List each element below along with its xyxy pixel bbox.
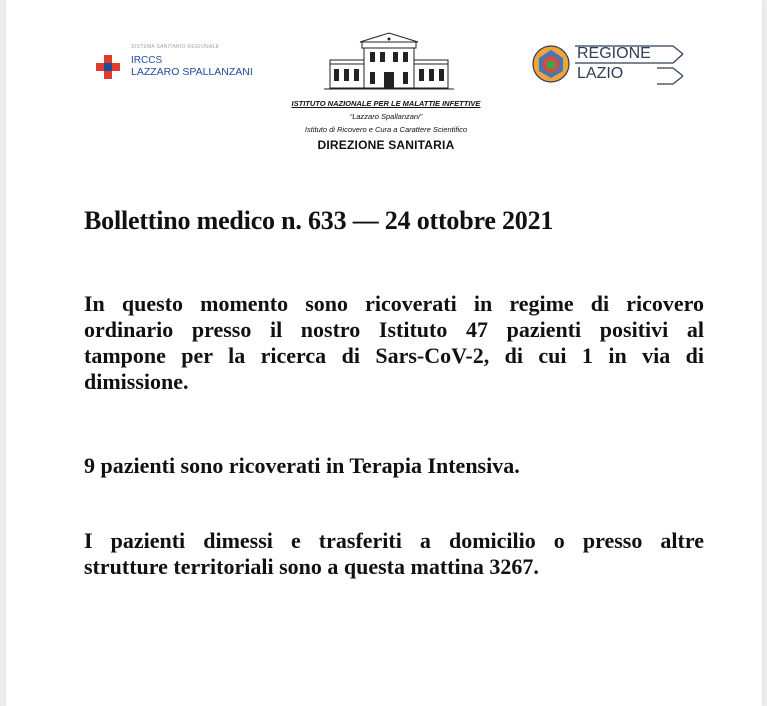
document-page (6, 0, 762, 706)
paragraph-line: tampone per la ricerca di Sars-CoV-2, di cui 1 in via di (84, 343, 704, 368)
institute-subtitle: “Lazzaro Spallanzani” (349, 112, 423, 121)
logo-system-text: SISTEMA SANITARIO REGIONALE (131, 44, 220, 50)
logo-irccs-text: IRCCS (131, 55, 163, 66)
paragraph-discharged (84, 528, 704, 580)
paragraph-line: In questo momento sono ricoverati in regime di ricovero (84, 291, 704, 316)
institute-direction: DIREZIONE SANITARIA (317, 138, 455, 152)
paragraph-intensive-care: 9 pazienti sono ricoverati in Terapia Intensiva. (84, 453, 520, 478)
institute-building-icon (324, 32, 454, 92)
logo-name-text: LAZZARO SPALLANZANI (131, 66, 253, 78)
red-cross-icon (94, 53, 122, 81)
paragraph-admissions (84, 291, 704, 395)
regione-lazio-logo (529, 44, 689, 86)
spallanzani-logo (94, 42, 284, 82)
regione-lazio-emblem-icon (531, 44, 571, 84)
bulletin-title: Bollettino medico n. 633 — 24 ottobre 2021 (84, 206, 554, 235)
paragraph-line: dimissione. (84, 369, 189, 394)
institute-type: Istituto di Ricovero e Cura a Carattere Scientifico (304, 125, 468, 134)
institute-name: ISTITUTO NAZIONALE PER LE MALATTIE INFETTIVE (291, 99, 481, 108)
regione-text: REGIONE (577, 45, 651, 62)
lazio-text: LAZIO (577, 65, 624, 82)
paragraph-line: strutture territoriali sono a questa mattina 3267. (84, 554, 539, 579)
paragraph-line: I pazienti dimessi e trasferiti a domicilio o presso altre (84, 528, 704, 553)
paragraph-line: ordinario presso il nostro Istituto 47 pazienti positivi al (84, 317, 704, 342)
